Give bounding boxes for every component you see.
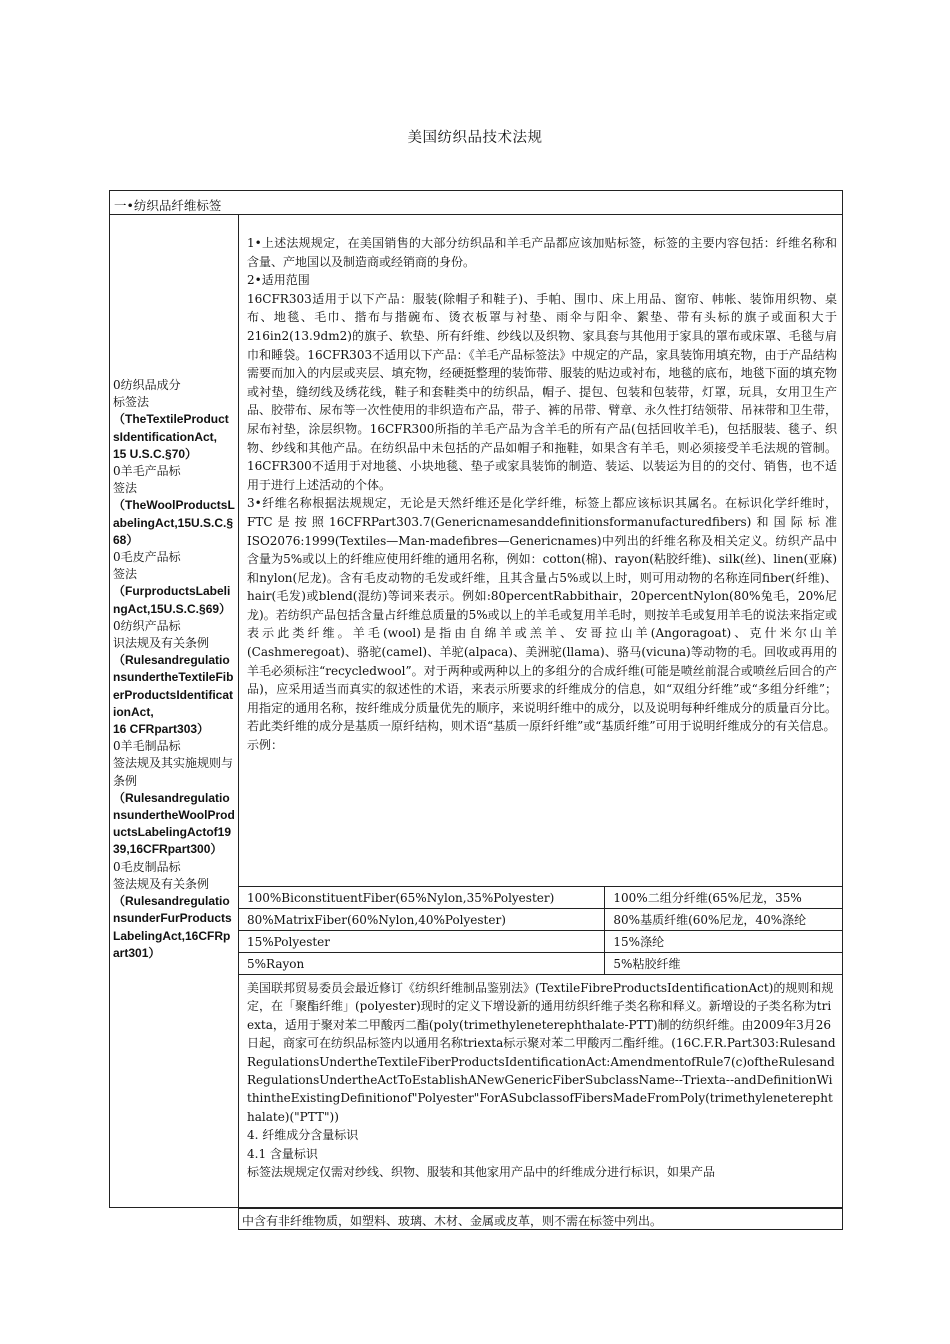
regulation-citation: （RulesandregulationsunderFurProductsLabelingAct,16CFRpart301）: [113, 894, 232, 960]
paragraph-scope-heading: 2•适用范围: [247, 273, 310, 288]
regulation-name: 签法: [113, 567, 138, 582]
lower-content: [247, 979, 837, 1181]
regulation-name: 识法规及有关条例: [113, 636, 210, 651]
regulation-name: 0纺织品成分: [113, 378, 181, 392]
table-row: [239, 909, 843, 931]
example-chinese: 15%涤纶: [605, 931, 843, 953]
regulation-name: 标签法: [113, 395, 150, 410]
example-chinese: 5%粘胶纤维: [605, 953, 843, 975]
regulation-name: 签法规及其实施规则与条例: [113, 756, 234, 788]
column-divider: [238, 214, 239, 1230]
regulation-citation: （RulesandregulationsundertheTextileFiberProductsIdentificationAct,: [113, 653, 234, 719]
regulation-name: 0毛皮产品标: [113, 550, 181, 565]
table-row: [239, 931, 843, 953]
paragraph-overview: 1•上述法规规定，在美国销售的大部分纺织品和羊毛产品都应该加贴标签，标签的主要内容包括：纤维名称和含量、产地国以及制造商或经销商的身份。: [247, 236, 837, 269]
paragraph-content-marking: 标签法规规定仅需对纱线、织物、服装和其他家用产品中的纤维成分进行标识，如果产品: [247, 1165, 716, 1180]
heading-fiber-content: 4. 纤维成分含量标识: [247, 1128, 359, 1143]
regulation-name: 0纺织产品标: [113, 618, 181, 633]
main-content: [247, 234, 837, 755]
regulation-citation: （FurproductsLabelingAct,15U.S.C.§69）: [113, 584, 232, 616]
regulation-list: [113, 377, 235, 962]
regulation-citation: （RulesandregulationsundertheWoolProductsLabelingActof1939,16CFRpart300）: [113, 790, 235, 857]
example-chinese: 80%基质纤维(60%尼龙，40%涤纶: [605, 909, 843, 931]
example-table: [238, 886, 843, 975]
paragraph-fiber-names: 3•纤维名称根据法规规定，无论是天然纤维还是化学纤维，标签上都应该标识其属名。在标识化学纤维时，FTC是按照16CFRPart303.7(Genericnamesanddefinitionsformanufacturedfibers)和国际标准ISO2076:1999(Textiles—Man-madefibres—Genericnames)中列出的纤维名称及相关定义。纺织产品中含量为5%或以上的纤维应使用纤维的通用名称，例如：cotton(棉)、rayon(粘胶纤维)、silk(丝)、linen(亚麻)和nylon(尼龙)。含有毛皮动物的毛发或纤维，且其含量占5%或以上时，则可用动物的名称连同fiber(纤维)、hair(毛发)或blend(混纺)等词来表示。例如:80percentRabbithair，20percentNylon(80%兔毛，20%尼龙)。若纺织产品包括含量占纤维总质量的5%或以上的羊毛或复用羊毛时，则按羊毛或复用羊毛的说法来指定或表示此类纤维。羊毛(wool)是指由自绵羊或羔羊、安哥拉山羊(Angoragoat)、克什米尔山羊(Cashmeregoat)、骆驼(camel)、羊驼(alpaca)、美洲驼(llama)、骆马(vicuna)等动物的毛。回收或再用的羊毛必须标注“recycledwool”。对于两种或两种以上的多组分的合成纤维(可能是喷丝前混合或喷丝后回合的产品)，应采用适当而真实的叙述性的术语，来表示所要求的纤维成分的信息，如“双组分纤维”或“多组分纤维”；用指定的通用名称，按纤维成分质量优先的顺序，来说明纤维中的成分，以及说明每种纤维成分的质量百分比。若此类纤维的成分是基质一原纤结构，则术语“基质一原纤纤维”或“基质纤维”可用于说明纤维成分的有关信息。: [247, 496, 837, 734]
example-english: 15%Polyester: [239, 931, 605, 953]
example-english: 100%BiconstituentFiber(65%Nylon,35%Polyester): [239, 887, 605, 909]
example-english: 5%Rayon: [239, 953, 605, 975]
regulation-name: 0羊毛制品标: [113, 739, 181, 754]
regulation-name: 签法: [113, 481, 138, 496]
table-row: [239, 953, 843, 975]
example-english: 80%MatrixFiber(60%Nylon,40%Polyester): [239, 909, 605, 931]
page-title: 美国纺织品技术法规: [407, 130, 543, 146]
paragraph-scope: 16CFR303适用于以下产品：服装(除帽子和鞋子)、手帕、围巾、床上用品、窗帘、帏帐、装饰用织物、桌布、地毯、毛巾、揩布与揩碗布、烫衣板罩与衬垫、雨伞与阳伞、絮垫、带有头标的旗子或面积大于216in2(13.9dm2)的旗子、软垫、所有纤维、纱线以及织物、家具套与其他用于家具的罩布或床罩、毛毯与肩巾和睡袋。16CFR303不适用以下产品：《羊毛产品标签法》中规定的产品，家具装饰用填充物，由于产品结构需要而加入的内层或夹层、填充物，经硬挺整理的装饰带、服装的贴边或衬布，地毯的底布，地毯下面的填充物或衬垫，缝纫线及绣花线，鞋子和套鞋类中的纺织品，帽子、提包、包装和包装带，灯罩，玩具，女用卫生产品、胶带布、尿布等一次性使用的非织造布产品，带子、裤的吊带、臂章、永久性打结领带、吊袜带和卫生带，尿布衬垫，涂层织物。16CFR300所指的羊毛产品为含羊毛的所有产品(包括回收羊毛)，包括服装、毯子、织物、纱线和其他产品。在纺织品中未包括的产品如帽子和拖鞋，如果含有羊毛，则必须接受羊毛法规的管制。16CFR300不适用于对地毯、小块地毯、垫子或家具装饰的制造、装运、以装运为目的的交付、销售，也不适用于进行上述活动的个体。: [247, 291, 837, 492]
heading-content-marking: 4.1 含量标识: [247, 1146, 318, 1161]
table-row: [239, 887, 843, 909]
regulation-citation: 16 CFRpart303）: [113, 722, 210, 737]
paragraph-example-label: 示例：: [247, 738, 284, 753]
regulation-name: 0毛皮制品标: [113, 859, 181, 874]
regulation-citation: （TheWoolProductsLabelingAct,15U.S.C.§68）: [113, 498, 235, 547]
regulation-citation: （TheTextileProductsIdentificationAct,: [113, 412, 229, 444]
example-chinese: 100%二组分纤维(65%尼龙，35%: [605, 887, 843, 909]
paragraph-triexta: 美国联邦贸易委员会最近修订《纺织纤维制品鉴别法》(TextileFibreProductsIdentificationAct)的规则和规定，在「聚酯纤维」(polyester)现时的定义下增设新的通用纺织纤维子类名称和释义。新增设的子类名称为triexta，适用于聚对苯二甲酸丙二酯(poly(trimethyleneterephthalate-PTT)制的纺织纤维。由2009年3月26日起，商家可在纺织品标签内以通用名称triexta标示聚对苯二甲酸丙二酯纤维。(16C.F.R.Part303:RulesandRegulationsUndertheTextileFiberProductsIdentificationAct:AmendmentofRule7(c)oftheRulesandRegulationsUndertheActToEstablishANewGenericFiberSubclassName--Triexta--andDefinitionWithintheExistingDefinitionof"Polyester"ForASubclassofFibersMadeFromPoly(trimethyleneterephthalate)("PTT")): [247, 981, 836, 1124]
regulation-name: 0羊毛产品标: [113, 464, 181, 479]
section-heading: 一•纺织品纤维标签: [109, 190, 843, 215]
continuation-line: 中含有非纤维物质，如塑料、玻璃、木材、金属或皮革，则不需在标签中列出。: [238, 1208, 843, 1230]
regulation-name: 签法规及有关条例: [113, 876, 210, 891]
regulation-citation: 15 U.S.C.§70）: [113, 446, 198, 461]
